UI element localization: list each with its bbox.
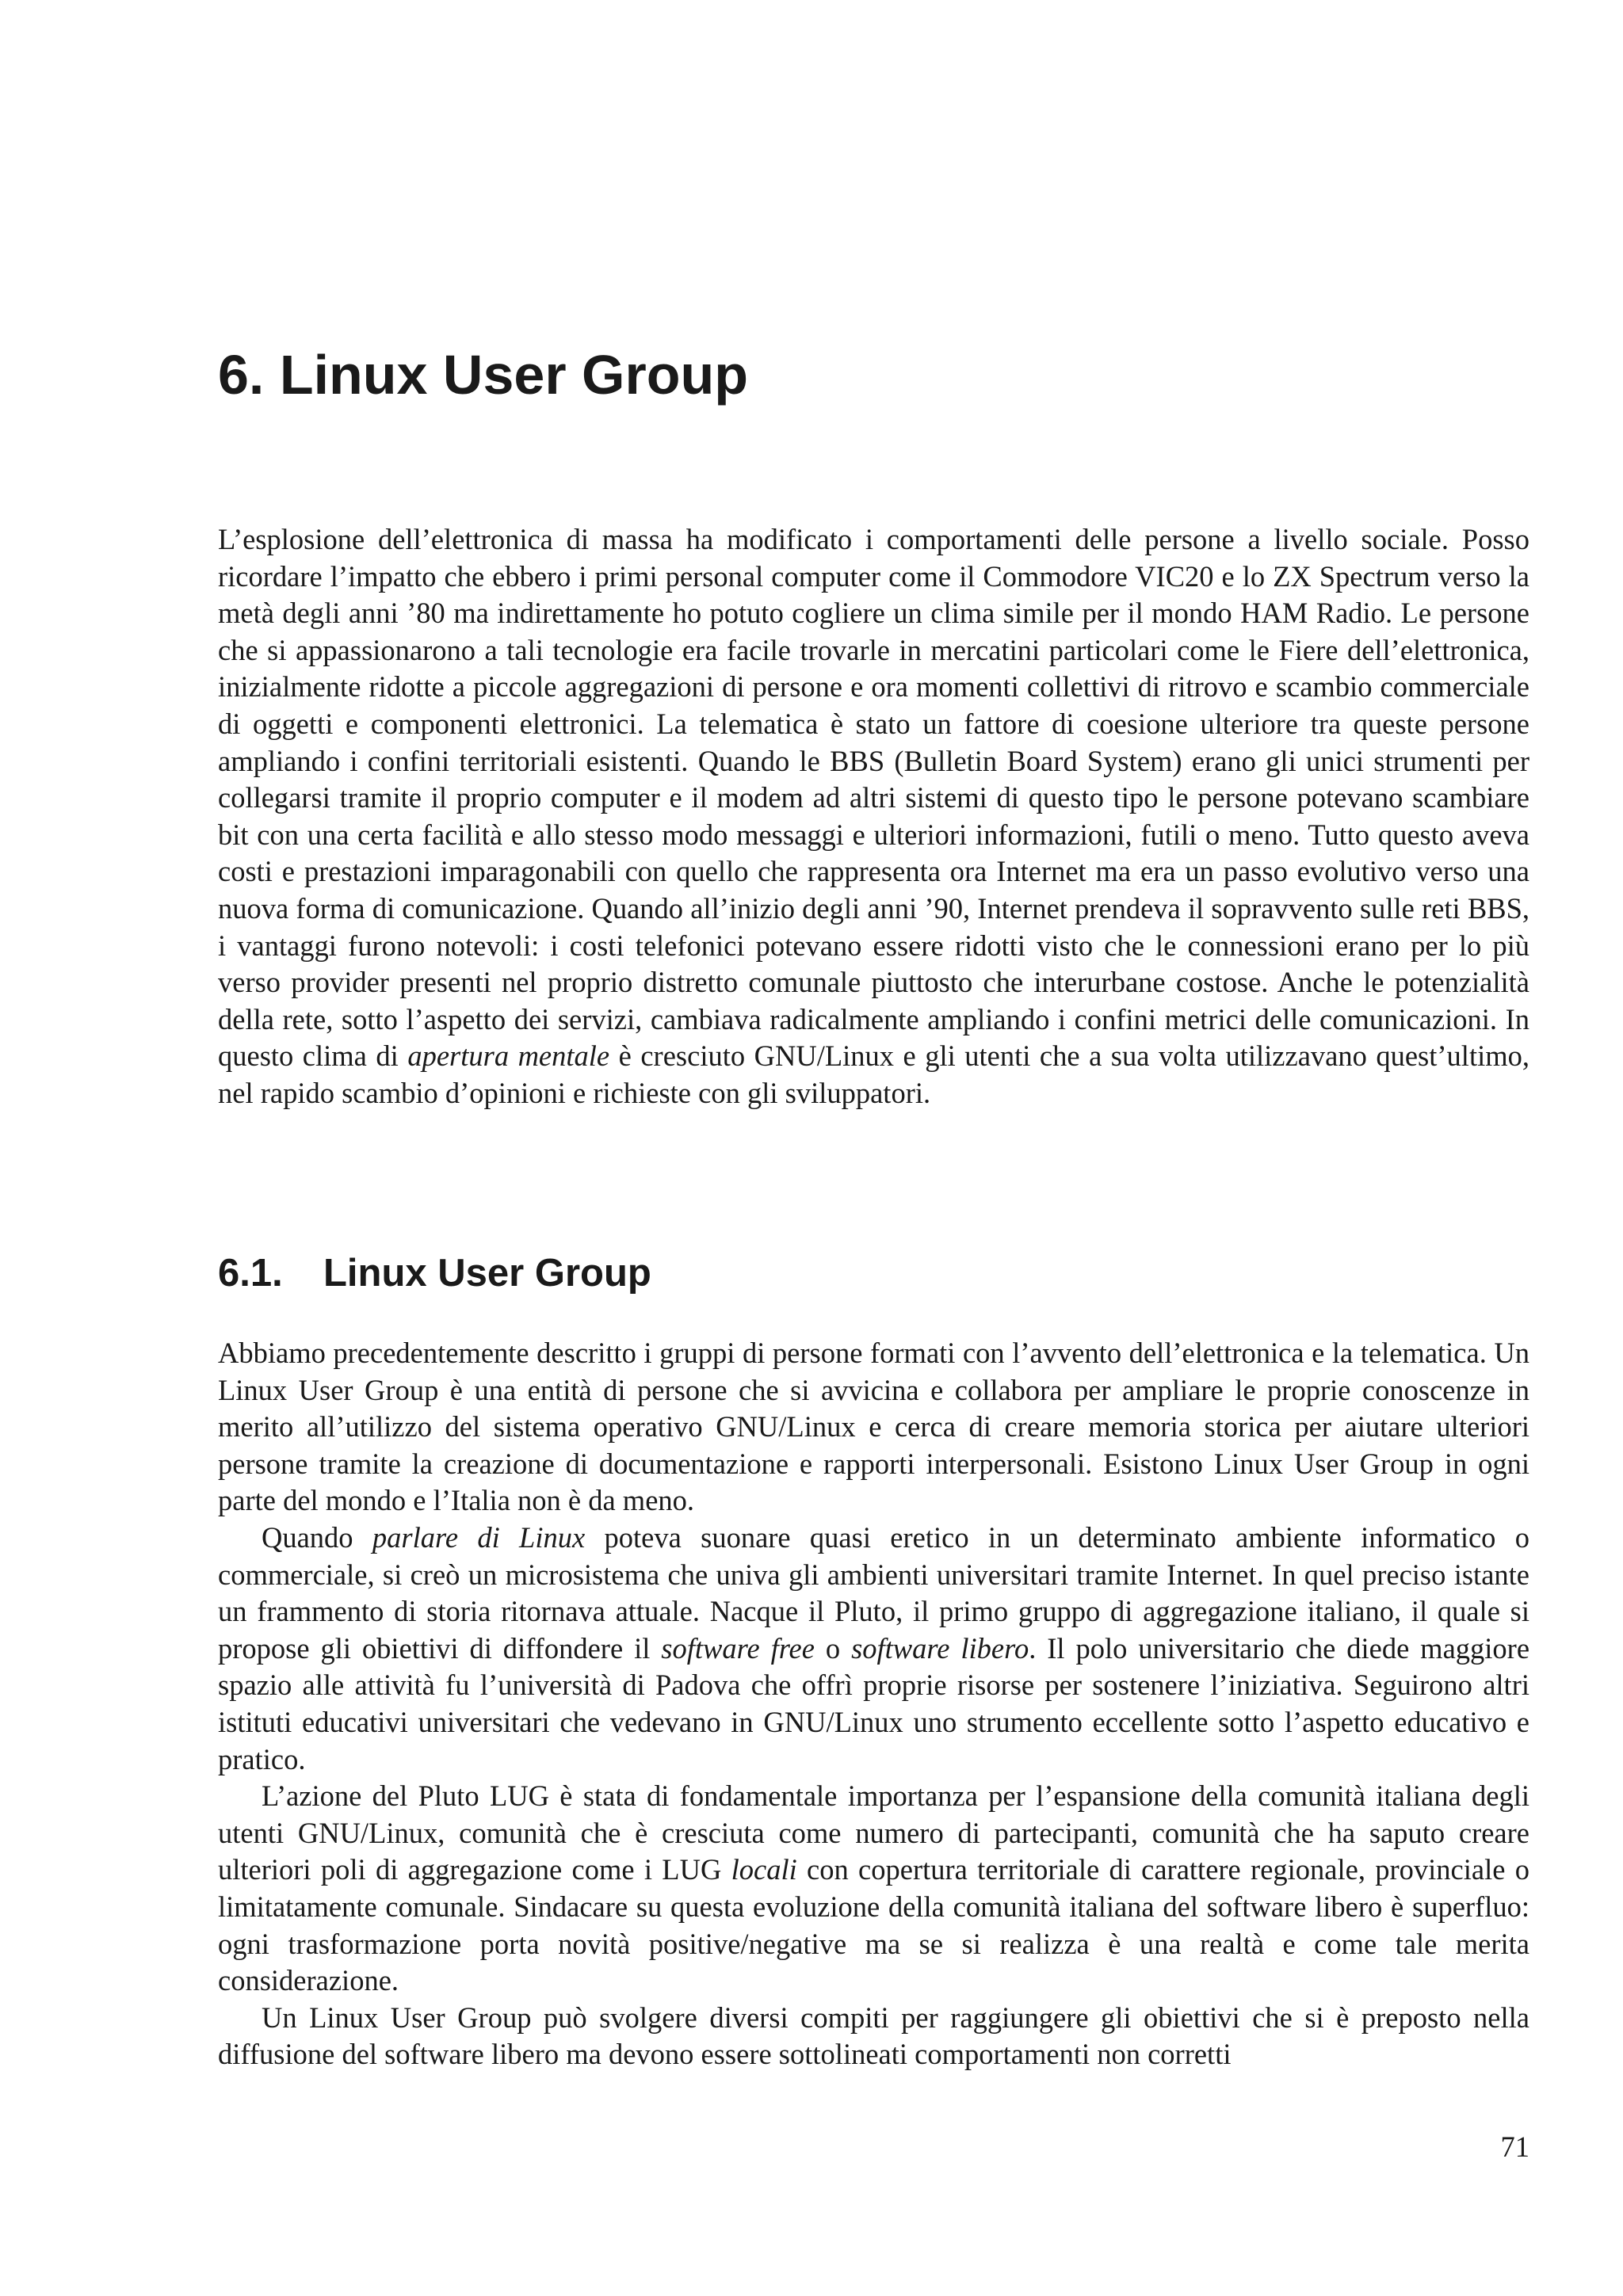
section-heading bbox=[218, 1254, 651, 1293]
italic-text: apertura mentale bbox=[407, 1039, 610, 1073]
paragraph bbox=[218, 1778, 1529, 2000]
paragraph bbox=[218, 1335, 1529, 1520]
text-run: è cresciuto GNU/Linux e gli utenti che a sua volta utilizzavano quest’ultimo, nel rapido scambio d’opinioni e richieste con gli sviluppatori. bbox=[218, 1039, 1529, 1109]
italic-text: software libero bbox=[851, 1631, 1029, 1665]
text-run: L’esplosione dell’elettronica di massa ha modificato i comportamenti delle persone a livello sociale. Posso ricordare l’impatto che ebbero i primi personal computer come il Commodore VIC20 e lo ZX Spectrum verso la metà degli anni ’80 ma indirettamente ho potuto cogliere un clima simile per il mondo HAM Radio. Le persone che si appassionarono a tali tecnologie era facile trovarle in mercatini particolari come le Fiere dell’elettronica, inizialmente ridotte a piccole aggregazioni di persone e ora momenti collettivi di ritrovo e scambio commerciale di oggetti e componenti elettronici. La telematica è stato un fattore di coesione ulteriore tra queste persone ampliando i confini territoriali esistenti. Quando le BBS (Bulletin Board System) erano gli unici strumenti per collegarsi tramite il proprio computer e il modem ad altri sistemi di questo tipo le persone potevano scambiare bit con una certa facilità e allo stesso modo messaggi e ulteriori informazioni, futili o meno. Tutto questo aveva costi e prestazioni imparagonabili con quello che rappresenta ora Internet ma era un passo evolutivo verso una nuova forma di comunicazione. Quando all’inizio degli anni ’90, Internet prendeva il sopravvento sulle reti BBS, i vantaggi furono notevoli: i costi telefonici potevano essere ridotti visto che le connessioni erano per lo più verso provider presenti nel proprio distretto comunale piuttosto che interurbane costose. Anche le potenzialità della rete, sotto l’aspetto dei servizi, cambiava radicalmente ampliando i confini metrici delle comunicazioni. In questo clima di bbox=[218, 523, 1529, 1073]
text-run: o bbox=[814, 1631, 852, 1665]
italic-text: locali bbox=[731, 1853, 797, 1886]
text-run: . Il polo universitario che diede maggiore spazio alle attività fu l’università di Padova che offrì proprie risorse per sostenere l’iniziativa. Seguirono altri istituti educativi universitari che vedevano in GNU/Linux uno strumento eccellente sotto l’aspetto educativo e pratico. bbox=[218, 1631, 1530, 1775]
paragraph bbox=[218, 521, 1529, 1112]
section-body bbox=[218, 1335, 1529, 2073]
paragraph bbox=[218, 2000, 1529, 2073]
section-number: 6.1. bbox=[218, 1252, 283, 1295]
chapter-title: 6. Linux User Group bbox=[218, 344, 748, 406]
text-run: Quando bbox=[262, 1520, 372, 1554]
page-number: 71 bbox=[1500, 2130, 1529, 2163]
text-run: poteva suonare quasi eretico in un determinato ambiente informatico o commerciale, si creò un microsistema che univa gli ambienti universitari tramite Internet. In quel preciso istante un frammento di storia ritornava attuale. Nacque il Pluto, il primo gruppo di aggregazione italiano, il quale si propose gli obiettivi di diffondere il bbox=[218, 1520, 1529, 1665]
paragraph bbox=[218, 1520, 1529, 1778]
italic-text: parlare di Linux bbox=[372, 1520, 586, 1554]
italic-text: software free bbox=[661, 1631, 815, 1665]
text-run: con copertura territoriale di carattere regionale, provinciale o limitatamente comunale. Sindacare su questa evoluzione della comunità italiana del software libero è superfluo: ogni trasformazione porta novità positive/negative ma se si realizza è una realtà e come tale merita considerazione. bbox=[218, 1853, 1529, 1997]
text-run: Un Linux User Group può svolgere diversi compiti per raggiungere gli obiettivi che si è preposto nella diffusione del software libero ma devono essere sottolineati comportamenti non corretti bbox=[218, 2000, 1529, 2071]
chapter-intro bbox=[218, 521, 1529, 1112]
text-run: L’azione del Pluto LUG è stata di fondamentale importanza per l’espansione della comunità italiana degli utenti GNU/Linux, comunità che è cresciuta come numero di partecipanti, comunità che ha saputo creare ulteriori poli di aggregazione come i LUG bbox=[218, 1779, 1529, 1886]
section-title: Linux User Group bbox=[323, 1252, 651, 1295]
text-run: Abbiamo precedentemente descritto i gruppi di persone formati con l’avvento dell’elettronica e la telematica. Un Linux User Group è una entità di persone che si avvicina e collabora per ampliare le proprie conoscenze in merito all’utilizzo del sistema operativo GNU/Linux e cerca di creare memoria storica per aiutare ulteriori persone tramite la creazione di documentazione e rapporti interpersonali. Esistono Linux User Group in ogni parte del mondo e l’Italia non è da meno. bbox=[218, 1337, 1529, 1517]
